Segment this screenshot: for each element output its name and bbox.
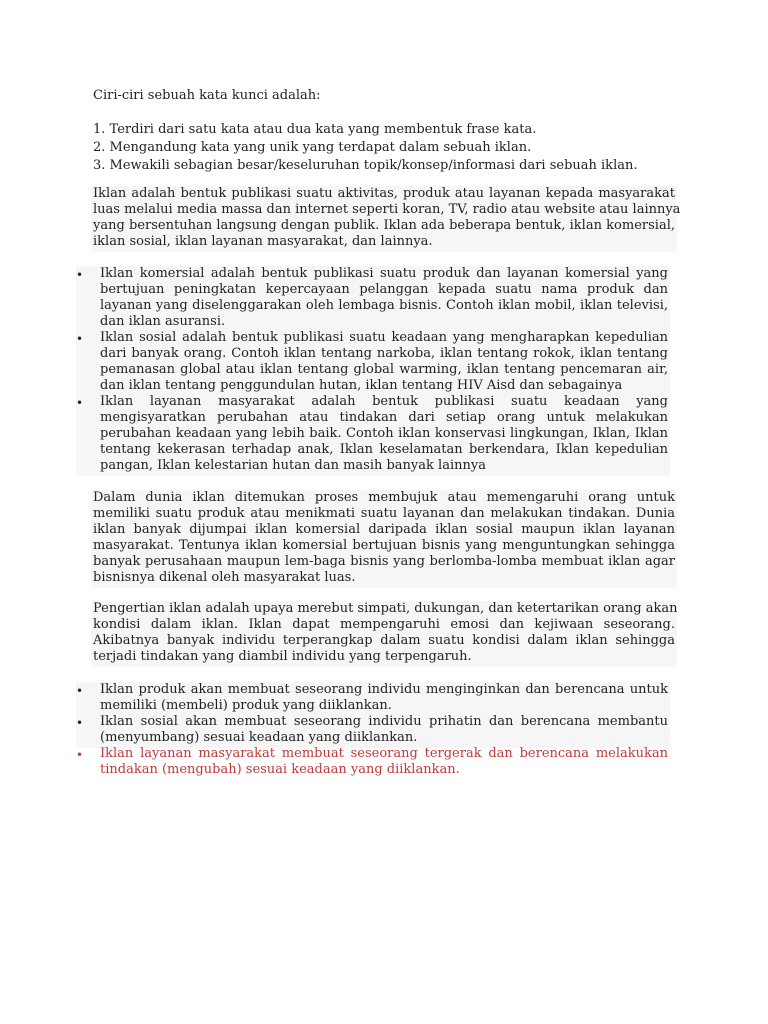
bullet-marker: • — [76, 268, 84, 282]
list-item — [76, 266, 670, 332]
paragraph-line: masyarakat. Tentunya iklan komersial bertujuan bisnis yang menguntungkan sehingga — [93, 538, 675, 553]
list-item — [76, 682, 670, 716]
list-item-line: pemanasan global atau iklan tentang global warming, iklan tentang pencemaran air, — [100, 362, 668, 377]
list-item-line: tentang kekerasan terhadap anak, Iklan keselamatan berkendara, Iklan kepedulian — [100, 442, 668, 457]
list-item-line: dari banyak orang. Contoh iklan tentang narkoba, iklan tentang rokok, iklan tentang — [100, 346, 668, 361]
paragraph-line: terjadi tindakan yang diambil individu yang terpengaruh. — [93, 649, 472, 664]
list-item — [76, 330, 670, 396]
persuasion-paragraph — [91, 490, 677, 588]
paragraph-line: Dalam dunia iklan ditemukan proses membujuk atau memengaruhi orang untuk — [93, 490, 675, 505]
list-item — [76, 714, 670, 748]
numbered-item: 3. Mewakili sebagian besar/keseluruhan topik/konsep/informasi dari sebuah iklan. — [93, 158, 638, 173]
list-item-line: perubahan keadaan yang lebih baik. Contoh iklan konservasi lingkungan, Iklan, Iklan — [100, 426, 668, 441]
list-item-line: Iklan produk akan membuat seseorang individu menginginkan dan berencana untuk — [100, 682, 668, 697]
list-item-highlighted — [76, 746, 670, 780]
list-item-line: (menyumbang) sesuai keadaan yang diiklankan. — [100, 730, 418, 745]
list-item-line: Iklan komersial adalah bentuk publikasi suatu produk dan layanan komersial yang — [100, 266, 668, 281]
bullet-marker: • — [76, 332, 84, 346]
bullet-marker: • — [76, 684, 84, 698]
list-heading — [93, 88, 653, 104]
list-item-line: pangan, Iklan kelestarian hutan dan masih banyak lainnya — [100, 458, 486, 473]
list-item-line: dan iklan tentang penggundulan hutan, iklan tentang HIV Aisd dan sebagainya — [100, 378, 623, 393]
intro-paragraph — [91, 186, 681, 252]
list-item-line: bertujuan peningkatan kepercayaan pelanggan kepada suatu nama produk dan — [100, 282, 668, 297]
definition-paragraph — [91, 601, 677, 667]
paragraph-line: kondisi dalam iklan. Iklan dapat mempengaruhi emosi dan kejiwaan seseorang. — [93, 617, 675, 632]
bullet-marker: • — [76, 396, 84, 410]
numbered-list — [93, 122, 673, 174]
numbered-item: 2. Mengandung kata yang unik yang terdapat dalam sebuah iklan. — [93, 140, 532, 155]
list-item-line: dan iklan asuransi. — [100, 314, 226, 329]
list-item-line: Iklan sosial akan membuat seseorang individu prihatin dan berencana membantu — [100, 714, 668, 729]
list-item-line: memiliki (membeli) produk yang diiklankan. — [100, 698, 392, 713]
paragraph-line: iklan sosial, iklan layanan masyarakat, dan lainnya. — [93, 234, 433, 249]
paragraph-line: bisnisnya dikenal oleh masyarakat luas. — [93, 570, 356, 585]
paragraph-line: luas melalui media massa dan internet seperti koran, TV, radio atau website atau lainnya — [93, 202, 681, 217]
paragraph-line: yang bersentuhan langsung dengan publik. Iklan ada beberapa bentuk, iklan komersial, — [93, 218, 675, 233]
paragraph-line: memiliki suatu produk atau menikmati suatu layanan dan melakukan tindakan. Dunia — [93, 506, 675, 521]
paragraph-line: Iklan adalah bentuk publikasi suatu aktivitas, produk atau layanan kepada masyarakat — [93, 186, 675, 201]
list-item — [76, 394, 670, 476]
heading-text: Ciri-ciri sebuah kata kunci adalah: — [93, 88, 321, 103]
paragraph-line: iklan banyak dijumpai iklan komersial daripada iklan sosial maupun iklan layanan — [93, 522, 675, 537]
list-item-line: Iklan layanan masyarakat adalah bentuk publikasi suatu keadaan yang — [100, 394, 668, 409]
list-item-line: tindakan (mengubah) sesuai keadaan yang diiklankan. — [100, 762, 460, 777]
ad-types-list — [76, 266, 670, 476]
list-item-line: layanan yang diselenggarakan oleh lembaga bisnis. Contoh iklan mobil, iklan televisi, — [100, 298, 668, 313]
bullet-marker: • — [76, 748, 84, 762]
paragraph-line: Akibatnya banyak individu terperangkap dalam suatu kondisi dalam iklan sehingga — [93, 633, 675, 648]
bullet-marker: • — [76, 716, 84, 730]
ad-effects-list — [76, 682, 670, 782]
list-item-line: mengisyaratkan perubahan atau tindakan dari setiap orang untuk melakukan — [100, 410, 668, 425]
paragraph-line: banyak perusahaan maupun lem-baga bisnis yang berlomba-lomba membuat iklan agar — [93, 554, 675, 569]
paragraph-line: Pengertian iklan adalah upaya merebut simpati, dukungan, dan ketertarikan orang akan — [93, 601, 678, 616]
list-item-line: Iklan sosial adalah bentuk publikasi suatu keadaan yang mengharapkan kepedulian — [100, 330, 668, 345]
numbered-item: 1. Terdiri dari satu kata atau dua kata yang membentuk frase kata. — [93, 122, 537, 137]
list-item-line: Iklan layanan masyarakat membuat seseorang tergerak dan berencana melakukan — [100, 746, 668, 761]
